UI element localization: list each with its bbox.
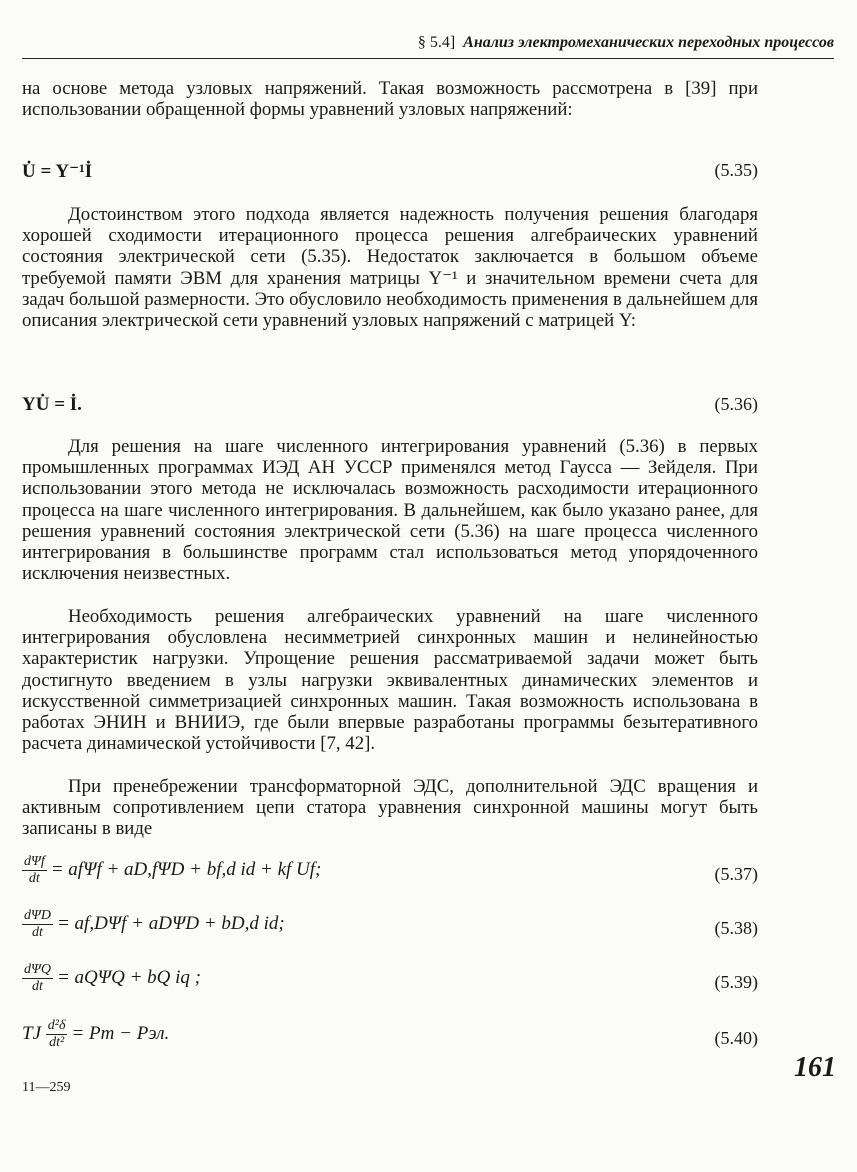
equation-5-40-fraction xyxy=(46,1018,68,1051)
equation-5-37-denominator: dt xyxy=(28,871,40,886)
paragraph-4-text: Необходимость решения алгебраических уравнений на шаге численного интегрирования обусловлена несимметрией синхронных машин и нелинейностью характеристик нагрузки. Упрощение решения рассматриваемой задачи может быть достигнуто введением в узлы нагрузки эквивалентных динамических элементов и искусственной симметризацией синхронных машин. Такая возможность использована в работах ЭНИН и ВНИИЭ, где были впервые разработаны программы безытеративного расчета динамической устойчивости [7, 42]. xyxy=(22,606,758,755)
paragraph-2-text: Достоинством этого подхода является надежность получения решения благодаря хорошей сходимости итерационного процесса решения алгебраических уравнений состояния электрической сети (5.35). Недостаток заключается в большом объеме требуемой памяти ЭВМ для хранения матрицы Y⁻¹ и значительном времени счета для задач большой размерности. Это обусловило необходимость применения в дальнейшем для описания электрической сети уравнений узловых напряжений с матрицей Y: xyxy=(22,204,758,332)
equation-5-38-rhs: = af,DΨf + aDΨD + bD,d id; xyxy=(56,912,285,934)
equation-5-37-number: (5.37) xyxy=(714,864,758,884)
equation-5-35-number: (5.35) xyxy=(714,160,758,180)
equation-5-38-numerator: dΨD xyxy=(24,908,51,923)
equation-5-39-denominator: dt xyxy=(32,979,43,994)
running-header xyxy=(22,30,834,59)
equation-5-39-expression xyxy=(22,962,201,995)
equation-5-35 xyxy=(22,160,758,200)
header-title: Анализ электромеханических переходных процессов xyxy=(463,34,834,51)
signature-code: 11—259 xyxy=(22,1080,71,1095)
equation-5-39-number: (5.39) xyxy=(714,972,758,992)
equation-5-35-lhs: U̇ = Y⁻¹İ xyxy=(22,161,93,182)
equation-5-37-expression xyxy=(22,854,321,887)
paragraph-5-text: При пренебрежении трансформаторной ЭДС, дополнительной ЭДС вращения и активным сопротивлением цепи статора уравнения синхронной машины могут быть записаны в виде xyxy=(22,776,758,840)
equation-5-40-rhs: = Pт − Pэл. xyxy=(71,1022,170,1044)
equation-5-38-number: (5.38) xyxy=(714,918,758,938)
equation-5-36-number: (5.36) xyxy=(714,394,758,414)
equation-5-39-rhs: = aQΨQ + bQ iq ; xyxy=(56,966,201,988)
header-section: § 5.4] xyxy=(417,34,456,51)
paragraph-3 xyxy=(22,436,758,584)
page-number: 161 xyxy=(794,1052,836,1083)
paragraph-1-text: на основе метода узловых напряжений. Такая возможность рассмотрена в [39] при использовании обращенной формы уравнений узловых напряжений: xyxy=(22,78,758,121)
equation-5-38 xyxy=(22,908,758,948)
equation-5-39 xyxy=(22,962,758,1002)
equation-5-38-fraction xyxy=(22,908,53,941)
paragraph-1 xyxy=(22,78,758,120)
equation-5-40-expression xyxy=(22,1018,169,1051)
equation-5-36 xyxy=(22,394,758,434)
equation-5-37-fraction xyxy=(22,854,47,887)
equation-5-40-numerator: d²δ xyxy=(47,1018,66,1033)
equation-5-37 xyxy=(22,854,758,894)
equation-5-36-lhs: YU̇ = İ. xyxy=(22,394,82,415)
equation-5-39-numerator: dΨQ xyxy=(24,962,51,977)
equation-5-40-number: (5.40) xyxy=(714,1028,758,1048)
equation-5-37-numerator: dΨf xyxy=(24,854,45,869)
equation-5-37-rhs: = afΨf + aD,fΨD + bf,d id + kf Uf; xyxy=(50,858,322,880)
equation-5-40-denominator: dt² xyxy=(49,1035,65,1050)
equation-5-40-prefix: TJ xyxy=(22,1022,41,1044)
paragraph-4 xyxy=(22,606,758,754)
equation-5-38-expression xyxy=(22,908,285,941)
equation-5-39-fraction xyxy=(22,962,53,995)
equation-5-38-denominator: dt xyxy=(32,925,43,940)
paragraph-2 xyxy=(22,204,758,331)
paragraph-5 xyxy=(22,776,758,840)
paragraph-3-text: Для решения на шаге численного интегрирования уравнений (5.36) в первых промышленных программах ИЭД АН УССР применялся метод Гаусса — Зейделя. При использовании этого метода не исключалась возможность расходимости итерационного процесса на шаге численного интегрирования. В дальнейшем, как было указано ранее, для решения уравнений состояния электрической сети (5.36) на шаге процесса численного интегрирования в большинстве программ стал использоваться метод упорядоченного исключения неизвестных. xyxy=(22,436,758,585)
equation-5-40 xyxy=(22,1018,758,1058)
